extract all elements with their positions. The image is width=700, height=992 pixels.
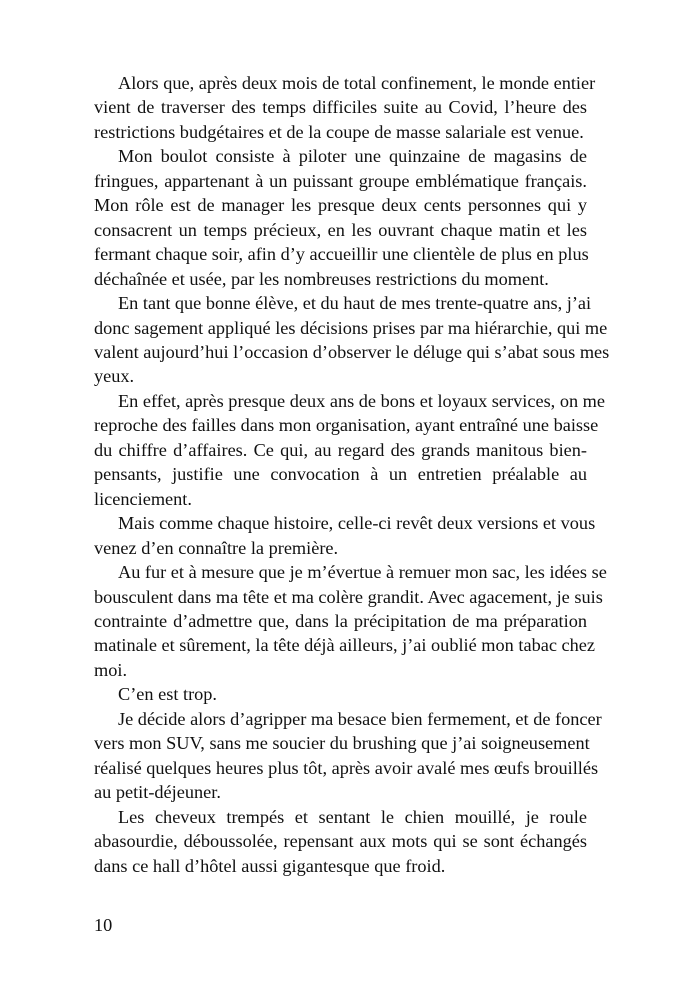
text-line: reproche des failles dans mon organisation, ayant entraîné une baisse [94, 415, 599, 436]
paragraph [94, 805, 587, 878]
text-line: bousculent dans ma tête et ma colère grandit. Avec agacement, je suis [94, 586, 603, 607]
text-line: moi. [94, 659, 128, 680]
text-line: En tant que bonne élève, et du haut de mes trente-quatre ans, j’ai [118, 293, 592, 314]
text-line: Les cheveux trempés et sentant le chien mouillé, je roule [118, 806, 587, 827]
text-line: pensants, justifie une convocation à un entretien préalable au [94, 464, 587, 485]
text-line: abasourdie, déboussolée, repensant aux mots qui se sont échangés [94, 831, 587, 852]
text-line: réalisé quelques heures plus tôt, après avoir avalé mes œufs brouillés [94, 757, 599, 778]
paragraph [94, 71, 596, 144]
paragraph [94, 291, 610, 389]
text-line: Au fur et à mesure que je m’évertue à remuer mon sac, les idées se [118, 562, 607, 583]
text-line: C’en est trop. [118, 684, 218, 705]
text-line: Mon boulot consiste à piloter une quinzaine de magasins de [118, 146, 587, 167]
text-line: consacrent un temps précieux, en les ouvrant chaque matin et les [94, 219, 587, 240]
text-line: yeux. [94, 366, 135, 387]
text-line: venez d’en connaître la première. [94, 537, 339, 558]
text-line: donc sagement appliqué les décisions prises par ma hiérarchie, qui me [94, 317, 608, 338]
text-line: En effet, après presque deux ans de bons et loyaux services, on me [118, 390, 606, 411]
text-line: au petit-déjeuner. [94, 782, 221, 803]
text-line: déchaînée et usée, par les nombreuses restrictions du moment. [94, 268, 549, 289]
text-line: Je décide alors d’agripper ma besace bien fermement, et de foncer [118, 708, 602, 729]
paragraph [94, 682, 587, 706]
page-number: 10 [94, 915, 113, 935]
text-line: licenciement. [94, 488, 192, 509]
text-line: restrictions budgétaires et de la coupe de masse salariale est venue. [94, 121, 584, 142]
text-line: valent aujourd’hui l’occasion d’observer le déluge qui s’abat sous mes [94, 341, 610, 362]
text-line: fermant chaque soir, afin d’y accueillir une clientèle de plus en plus [94, 244, 589, 265]
paragraph [94, 144, 587, 291]
text-line: Alors que, après deux mois de total confinement, le monde entier [118, 73, 596, 93]
text-line: dans ce hall d’hôtel aussi gigantesque que froid. [94, 855, 446, 876]
text-line: contrainte d’admettre que, dans la précipitation de ma préparation [94, 610, 587, 631]
paragraph [94, 707, 602, 805]
page-body [94, 71, 610, 878]
text-line: du chiffre d’affaires. Ce qui, au regard des grands manitous bien- [94, 439, 587, 460]
text-line: matinale et sûrement, la tête déjà ailleurs, j’ai oublié mon tabac chez [94, 635, 595, 656]
paragraph [94, 511, 596, 560]
text-line: vers mon SUV, sans me soucier du brushing que j’ai soigneusement [94, 733, 590, 754]
text-line: vient de traverser des temps difficiles suite au Covid, l’heure des [94, 97, 587, 118]
text-line: Mais comme chaque histoire, celle-ci revêt deux versions et vous [118, 513, 596, 534]
text-line: fringues, appartenant à un puissant groupe emblématique français. [94, 170, 587, 191]
text-line: Mon rôle est de manager les presque deux cents personnes qui y [94, 195, 587, 216]
paragraph [94, 389, 606, 511]
paragraph [94, 560, 607, 682]
